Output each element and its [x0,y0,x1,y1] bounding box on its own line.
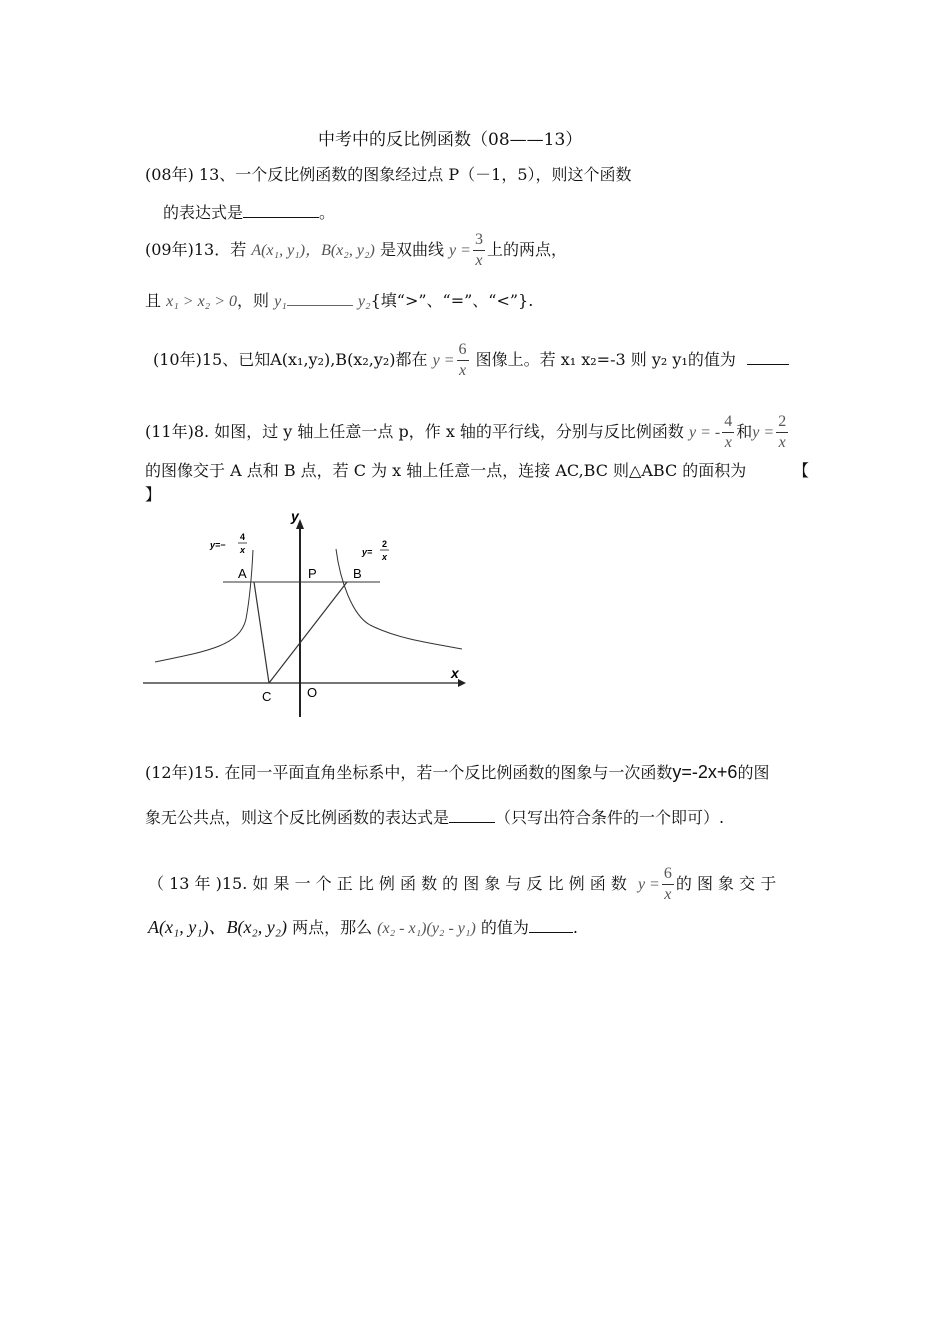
q09-prefix: (09年)13．若 [145,240,247,259]
fraction-6-over-x-13 [662,866,674,903]
question-09-line1 [145,232,567,269]
point-a-label: A [238,566,247,581]
q11-num2: 2 [776,414,788,433]
q13-prefix: （ 13 年 )15. 如 果 一 个 正 比 例 函 数 的 图 象 与 反 比 例 函 数 [148,874,627,893]
q10-eq: y = [432,352,455,369]
question-11-line1 [145,414,790,451]
q11-prefix: (11年)8. 如图，过 y 轴上任意一点 p，作 x 轴的平行线，分别与反比例函数 [145,422,684,441]
fraction-4-over-x [722,414,734,451]
curve-right [336,549,462,649]
answer-blank-13[interactable] [529,918,573,933]
segment-ac [254,582,269,683]
q08-end: 。 [319,203,336,222]
q13-end: . [572,918,578,937]
answer-blank-08[interactable] [243,203,319,218]
answer-blank-09[interactable] [287,291,353,306]
q13-suffix: 的 图 象 交 于 [675,874,777,893]
q10-num: 6 [457,342,469,361]
q12-suffix: 的图 [737,763,770,782]
point-b-label: B [353,566,362,581]
q10-prefix: (10年)15、已知A(x₁,y₂),B(x₂,y₂)都在 [153,350,428,369]
q08-text: 的表达式是 [163,203,244,222]
fraction-3-over-x [473,232,485,269]
q10-suffix: 图像上。若 x₁ x₂=-3 则 y₂ y₁的值为 [475,350,736,369]
q11-and: 和 [736,422,753,441]
answer-blank-12[interactable] [449,808,495,823]
q13-num: 6 [662,866,674,885]
fraction-2-over-x [776,414,788,451]
question-09-line2 [145,288,533,311]
q09-suffix: 上的两点， [486,240,567,259]
q09-eq: y = [449,242,471,259]
q09-line2b: ，则 [237,291,270,310]
y-axis-label: y [291,508,299,524]
question-11-line2: 的图像交于 A 点和 B 点，若 C 为 x 轴上任意一点，连接 AC,BC 则△ABC 的面积为 [145,461,747,480]
q09-line2a: 且 [145,291,162,310]
q11-eq1: y = - [689,424,721,441]
x-axis-label: x [451,665,459,681]
question-08-line1: (08年) 13、一个反比例函数的图象经过点 P（－1，5），则这个函数 [145,165,632,184]
question-12-line1 [145,760,769,783]
page-title: 中考中的反比例函数（08——13） [318,130,583,150]
answer-blank-10[interactable] [747,350,789,365]
q09-num: 3 [473,232,485,251]
q09-cond: x₁ > x₂ > 0 [166,293,238,310]
q13-points: A(x₁, y₁)、B(x₂, y₂) [148,917,287,937]
q12-prefix: (12年)15. 在同一平面直角坐标系中，若一个反比例函数的图象与一次函数 [145,763,673,782]
question-08-line2 [163,200,335,223]
fraction-6-over-x [457,342,469,379]
curve-left-eq: y=− [210,540,226,550]
bracket-close: 】 [145,485,162,504]
q09-mid: 是双曲线 [379,240,444,259]
q09-y2: y₂ [357,293,371,310]
q11-den2: x [778,434,786,451]
point-c-label: C [262,689,272,704]
curve-right-num: 2 [382,539,388,549]
q12-line2a: 象无公共点，则这个反比例函数的表达式是 [145,808,450,827]
question-12-line2 [145,805,724,828]
q09-den: x [475,252,483,269]
question-10 [153,342,789,379]
q11-num1: 4 [722,414,734,433]
origin-label: O [307,685,318,700]
q13-mid: 两点，那么 [292,918,373,937]
q13-den: x [664,886,672,903]
q13-expr: (x₂ - x₁)(y₂ - y₁) [377,920,476,937]
point-p-label: P [308,566,317,581]
curve-right-eq: y= [362,547,373,557]
question-13-line1 [148,866,776,903]
q10-den: x [458,362,467,379]
x-axis-arrow [458,679,466,687]
curve-left-num: 4 [240,532,246,542]
q11-eq2: y = [752,424,775,441]
q13-eq: y = [637,876,660,893]
curve-left-den: x [240,545,246,555]
q12-line2b: （只写出符合条件的一个即可）. [495,808,725,827]
q09-y1: y₁ [274,293,287,310]
question-13-line2 [148,913,578,939]
segment-bc [269,582,347,683]
q09-points: A(x₁, y₁)，B(x₂, y₂) [251,242,375,259]
hyperbola-figure [140,505,480,725]
q09-line2c: {填“>”、“=”、“<”}. [370,291,534,310]
q11-den1: x [724,434,732,451]
bracket-open: 【 [793,461,810,480]
q12-eq: y=-2x+6 [672,762,738,782]
q13-line2b: 的值为 [480,918,529,937]
curve-right-den: x [382,552,388,562]
